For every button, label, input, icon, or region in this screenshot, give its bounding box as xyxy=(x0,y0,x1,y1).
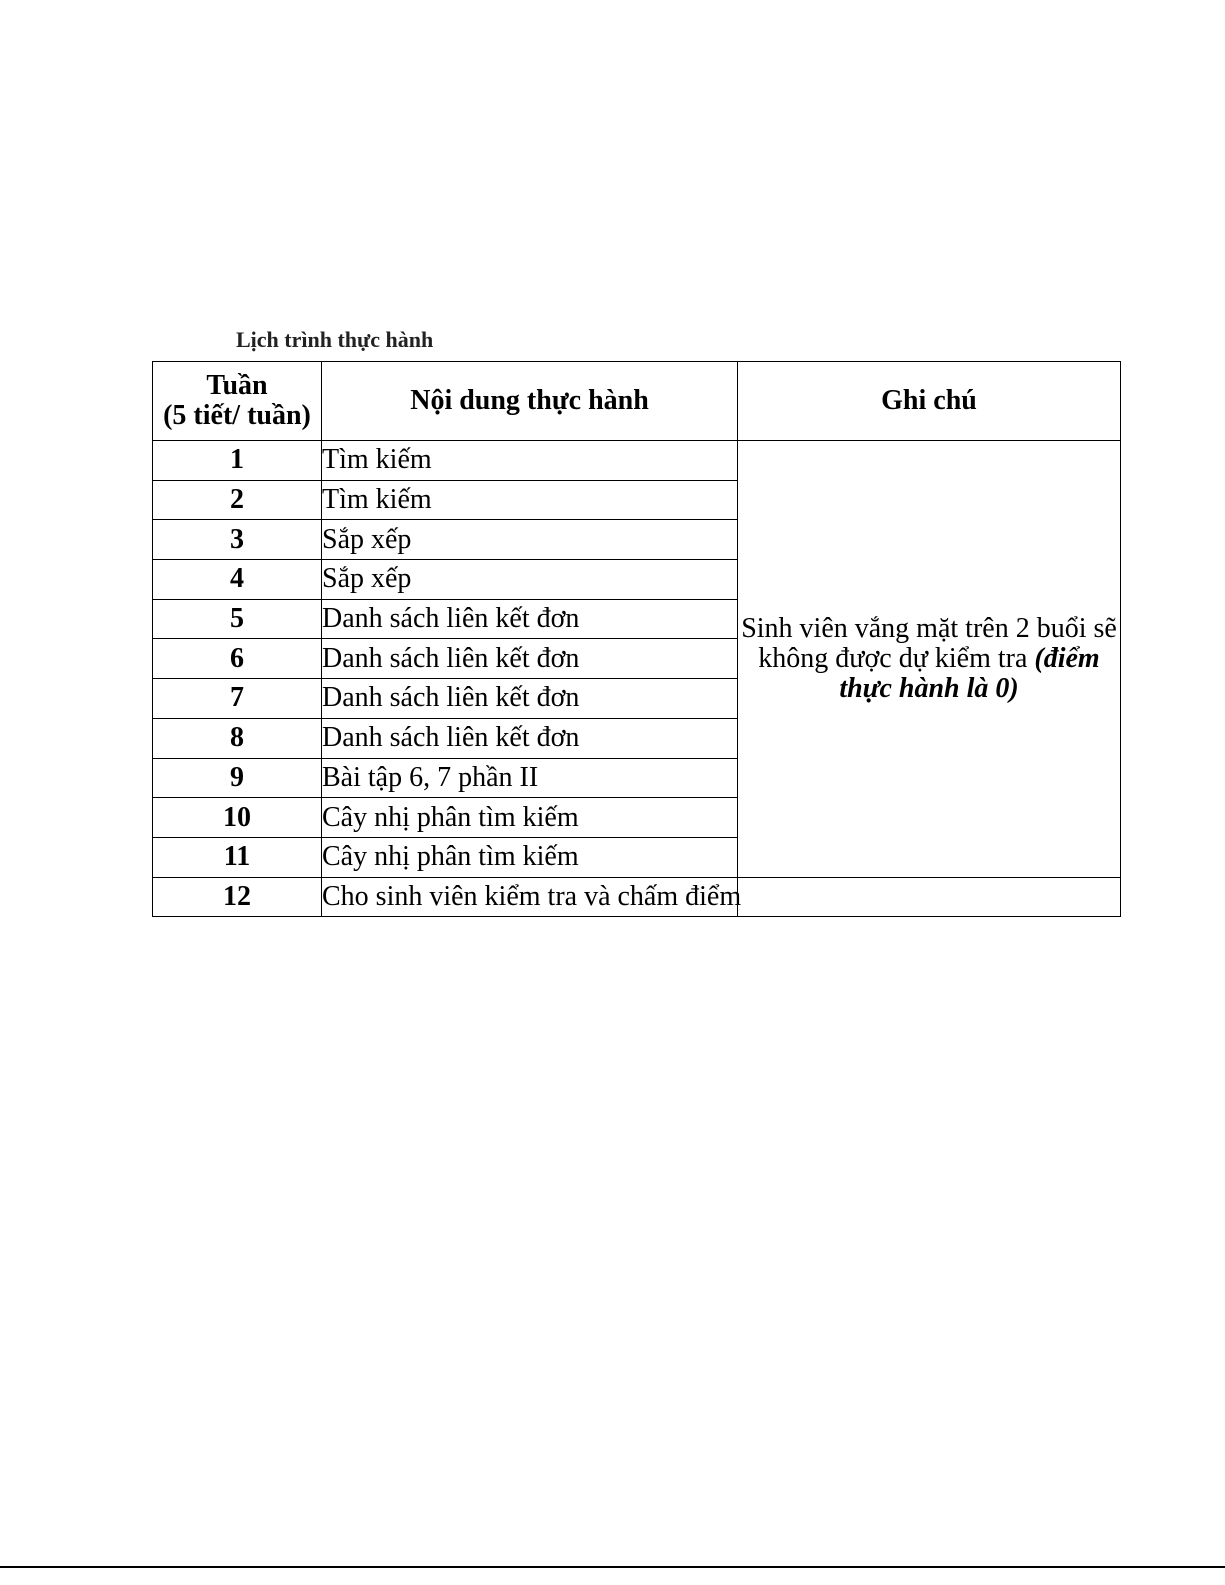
week-cell: 7 xyxy=(153,679,322,719)
week-cell: 2 xyxy=(153,480,322,520)
content-cell: Sắp xếp xyxy=(322,560,738,600)
content-cell: Danh sách liên kết đơn xyxy=(322,599,738,639)
week-cell: 9 xyxy=(153,758,322,798)
week-cell: 12 xyxy=(153,877,322,917)
empty-note-cell xyxy=(738,877,1121,917)
content-cell: Cho sinh viên kiểm tra và chấm điểm xyxy=(322,877,738,917)
content-cell: Danh sách liên kết đơn xyxy=(322,718,738,758)
note-text: Sinh viên vắng mặt trên 2 buổi sẽ không được dự kiểm tra xyxy=(741,612,1117,674)
header-content: Nội dung thực hành xyxy=(322,362,738,441)
week-cell: 10 xyxy=(153,798,322,838)
note-emphasis: (điểm thực hành là 0) xyxy=(839,642,1100,704)
content-cell: Danh sách liên kết đơn xyxy=(322,679,738,719)
week-cell: 5 xyxy=(153,599,322,639)
practice-schedule-table xyxy=(152,361,1121,917)
table-caption-cut: Lịch trình thực hành xyxy=(236,327,434,352)
content-cell: Bài tập 6, 7 phần II xyxy=(322,758,738,798)
header-note: Ghi chú xyxy=(738,362,1121,441)
week-cell: 11 xyxy=(153,837,322,877)
content-cell: Tìm kiếm xyxy=(322,441,738,481)
week-cell: 3 xyxy=(153,520,322,560)
week-cell: 1 xyxy=(153,441,322,481)
page-bottom-rule xyxy=(0,1566,1225,1568)
content-cell: Cây nhị phân tìm kiếm xyxy=(322,837,738,877)
table-row xyxy=(153,441,1121,481)
week-cell: 8 xyxy=(153,718,322,758)
content-cell: Danh sách liên kết đơn xyxy=(322,639,738,679)
week-cell: 4 xyxy=(153,560,322,600)
note-cell xyxy=(738,441,1121,878)
header-week xyxy=(153,362,322,441)
content-cell: Tìm kiếm xyxy=(322,480,738,520)
content-cell: Cây nhị phân tìm kiếm xyxy=(322,798,738,838)
table-header-row xyxy=(153,362,1121,441)
week-cell: 6 xyxy=(153,639,322,679)
header-week-line1: Tuần xyxy=(206,370,268,401)
header-week-line2: (5 tiết/ tuần) xyxy=(163,400,311,431)
content-cell: Sắp xếp xyxy=(322,520,738,560)
table-row xyxy=(153,877,1121,917)
